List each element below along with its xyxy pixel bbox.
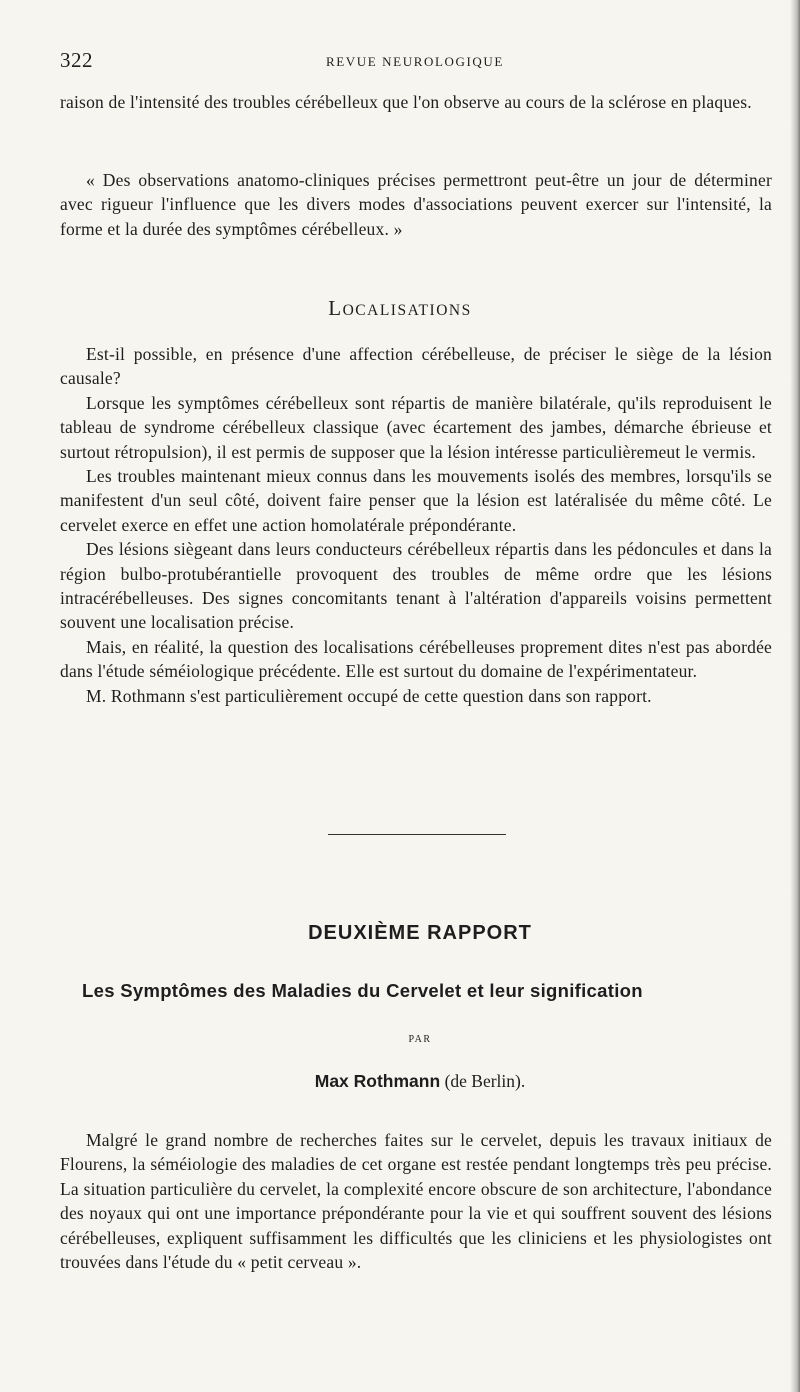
body-paragraph: Des lésions siègeant dans leurs conducteurs cérébelleux répartis dans les pédoncules et dans la région bulbo-protubérantielle provoquent des troubles de même ordre que les lésions intracérébelleuses. Des signes concomitants tenant à l'altération d'appareils voisins permettent souvent une localisation précise. xyxy=(60,539,772,633)
running-title: REVUE NEUROLOGIQUE xyxy=(326,54,504,69)
body-paragraph: Mais, en réalité, la question des localisations cérébelleuses proprement dites n'est pas abordée dans l'étude séméiologique précédente. Elle est surtout du domaine de l'expérimentateur. xyxy=(60,636,772,682)
body-paragraph: Les troubles maintenant mieux connus dans les mouvements isolés des membres, lorsqu'ils se manifestent d'un seul côté, doivent faire penser que la lésion est latéralisée du même côté. Le cervelet exerce en effet une action homolatérale prépondérante. xyxy=(60,466,772,535)
by-line-par: PAR xyxy=(408,1034,432,1045)
author-origin: (de Berlin). xyxy=(444,1071,526,1091)
report-title: Les Symptômes des Maladies du Cervelet et leur signification xyxy=(82,980,643,1001)
quotation-paragraph: « Des observations anatomo-cliniques précises permettront peut-être un jour de déterminer avec rigueur l'influence que les divers modes d'associations peuvent exercer sur l'intensité, la forme et la durée des symptômes cérébelleux. » xyxy=(60,170,772,239)
author-name: Max Rothmann xyxy=(314,1071,441,1091)
continuation-paragraph: raison de l'intensité des troubles cérébelleux que l'on observe au cours de la sclérose en plaques. xyxy=(60,92,752,112)
body-paragraph: M. Rothmann s'est particulièrement occupé de cette question dans son rapport. xyxy=(86,685,652,706)
body-paragraph: Lorsque les symptômes cérébelleux sont répartis de manière bilatérale, qu'ils reproduisent le tableau de syndrome cérébelleux classique (avec écartement des jambes, démarche ébrieuse et surtout rétropulsion), il est permis de supposer que la lésion intéresse particulièremeut le vermis. xyxy=(60,392,772,462)
page-number: 322 xyxy=(60,48,93,72)
section-divider xyxy=(328,834,506,835)
report-opening-paragraph: Malgré le grand nombre de recherches faites sur le cervelet, depuis les travaux initiaux de Flourens, la séméiologie des maladies de cet organe est restée pendant longtemps très peu précise. La situation particulière du cervelet, la complexité encore obscure de son architecture, l'abondance des noyaux qui ont une importance prépondérante pour la vie et qui souffrent souvent des lésions cérébelleuses, expliquent suffisamment les difficultés que les cliniciens et les physiologistes ont trouvées dans l'étude du « petit cerveau ». xyxy=(60,1130,772,1273)
section-heading-initial: L xyxy=(328,296,343,320)
author-line xyxy=(0,1071,800,1092)
section-heading-localisations xyxy=(0,296,800,321)
localisations-body xyxy=(60,342,772,708)
body-paragraph: Est-il possible, en présence d'une affection cérébelleuse, de préciser le siège de la lésion causale? xyxy=(60,344,772,389)
page-header xyxy=(60,48,772,76)
report-heading: DEUXIÈME RAPPORT xyxy=(308,922,532,944)
section-heading-rest: OCALISATIONS xyxy=(342,302,472,319)
page-edge-shadow xyxy=(790,0,800,1392)
